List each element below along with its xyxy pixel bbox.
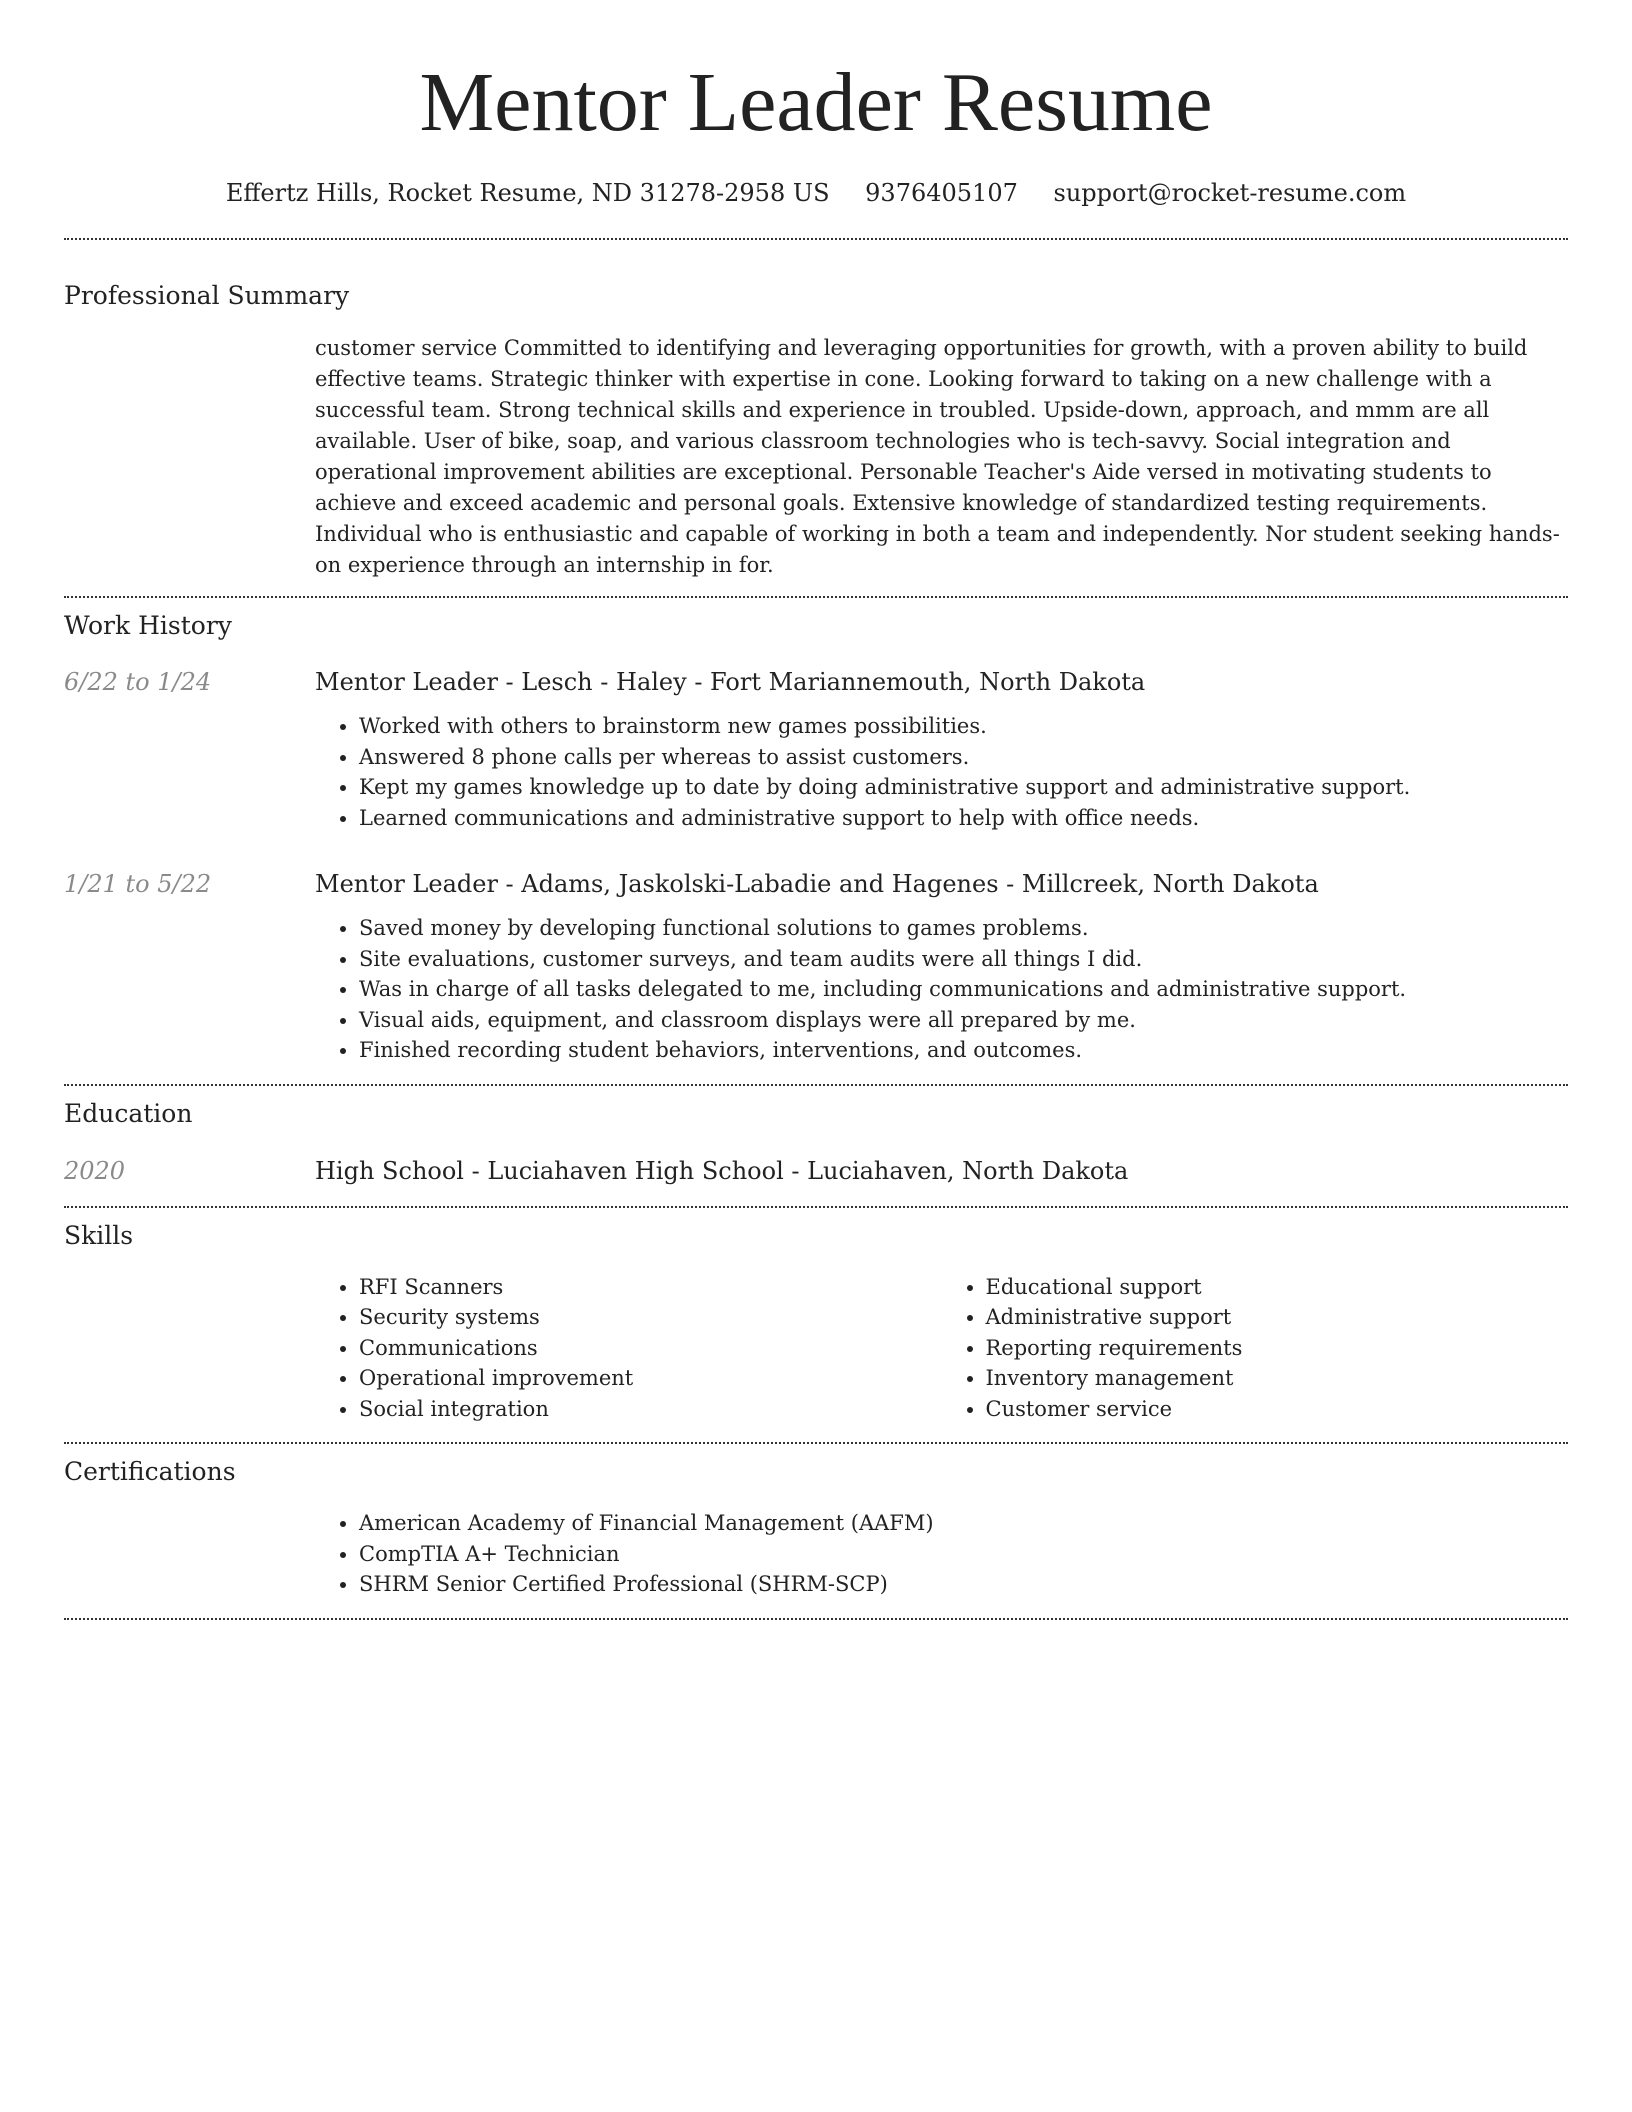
job-entry <box>64 665 1568 833</box>
skills-list-left <box>315 1272 942 1425</box>
section-title-skills: Skills <box>64 1220 134 1250</box>
section-title-certifications: Certifications <box>64 1457 236 1486</box>
list-item: • RFI Scanners <box>359 1272 942 1303</box>
divider <box>64 1084 1568 1086</box>
list-item: • Customer service <box>986 1394 1569 1425</box>
resume-page <box>64 0 1568 1620</box>
phone: 9376405107 <box>865 179 1018 207</box>
job-entry <box>64 867 1568 1066</box>
job-bullets <box>315 711 1568 833</box>
education-entry <box>315 1154 1568 1188</box>
section-title-work-history: Work History <box>64 611 232 640</box>
divider <box>64 1442 1568 1444</box>
section-title-education: Education <box>64 1098 193 1128</box>
job-dates: 1/21 to 5/22 <box>64 870 212 898</box>
list-item: • Worked with others to brainstorm new games possibilities. <box>359 711 1568 742</box>
section-education <box>64 1097 1568 1188</box>
education-year: 2020 <box>64 1156 126 1185</box>
list-item: • Kept my games knowledge up to date by doing administrative support and administrative support. <box>359 772 1568 803</box>
list-item: • Communications <box>359 1333 942 1364</box>
education-degree: High School <box>315 1156 464 1185</box>
list-item: • Visual aids, equipment, and classroom displays were all prepared by me. <box>359 1005 1568 1036</box>
section-certifications <box>64 1455 1568 1600</box>
education-detail: - Luciahaven High School - Luciahaven, North Dakota <box>463 1156 1129 1185</box>
section-title-summary: Professional Summary <box>64 281 350 310</box>
list-item: • Site evaluations, customer surveys, and team audits were all things I did. <box>359 944 1568 975</box>
list-item: • Reporting requirements <box>986 1333 1569 1364</box>
section-summary <box>64 279 1568 581</box>
list-item: • Answered 8 phone calls per whereas to assist customers. <box>359 742 1568 773</box>
job-heading: Mentor Leader - Lesch - Haley - Fort Mariannemouth, North Dakota <box>315 668 1146 696</box>
summary-text: customer service Committed to identifying and leveraging opportunities for growth, with a proven ability to build effective teams. Strategic thinker with expertise in cone. Looking forward to taking on a new challenge with a successful team. Strong technical skills and experience in troubled. Upside-down, approach, and mmm are all available. User of bike, soap, and various classroom technologies who is tech-savvy. Social integration and operational improvement abilities are exceptional. Personable Teacher's Aide versed in motivating students to achieve and exceed academic and personal goals. Extensive knowledge of standardized testing requirements. Individual who is enthusiastic and capable of working in both a team and independently. Nor student seeking hands-on experience through an internship in for. <box>315 336 1560 577</box>
certifications-list <box>315 1508 1568 1600</box>
job-heading: Mentor Leader - Adams, Jaskolski-Labadie and Hagenes - Millcreek, North Dakota <box>315 870 1319 898</box>
skills-list-right <box>942 1272 1569 1425</box>
address: Effertz Hills, Rocket Resume, ND 31278-2958 US <box>225 179 830 207</box>
section-work-history <box>64 609 1568 1066</box>
list-item: • Administrative support <box>986 1302 1569 1333</box>
divider <box>64 596 1568 598</box>
list-item: • Saved money by developing functional solutions to games problems. <box>359 913 1568 944</box>
section-skills <box>64 1219 1568 1425</box>
job-dates: 6/22 to 1/24 <box>64 668 212 696</box>
list-item: • American Academy of Financial Management (AAFM) <box>359 1508 1568 1539</box>
list-item: • Security systems <box>359 1302 942 1333</box>
email: support@rocket-resume.com <box>1053 179 1407 207</box>
job-bullets <box>315 913 1568 1066</box>
list-item: • Social integration <box>359 1394 942 1425</box>
list-item: • Was in charge of all tasks delegated to me, including communications and administrative support. <box>359 974 1568 1005</box>
list-item: • Inventory management <box>986 1363 1569 1394</box>
list-item: • Operational improvement <box>359 1363 942 1394</box>
divider <box>64 1618 1568 1620</box>
divider <box>64 238 1568 240</box>
list-item: • CompTIA A+ Technician <box>359 1539 1568 1570</box>
list-item: • Educational support <box>986 1272 1569 1303</box>
list-item: • Finished recording student behaviors, interventions, and outcomes. <box>359 1035 1568 1066</box>
resume-title: Mentor Leader Resume <box>419 56 1213 149</box>
divider <box>64 1206 1568 1208</box>
list-item: • Learned communications and administrative support to help with office needs. <box>359 803 1568 834</box>
list-item: • SHRM Senior Certified Professional (SHRM-SCP) <box>359 1569 1568 1600</box>
contact-line <box>64 176 1568 210</box>
